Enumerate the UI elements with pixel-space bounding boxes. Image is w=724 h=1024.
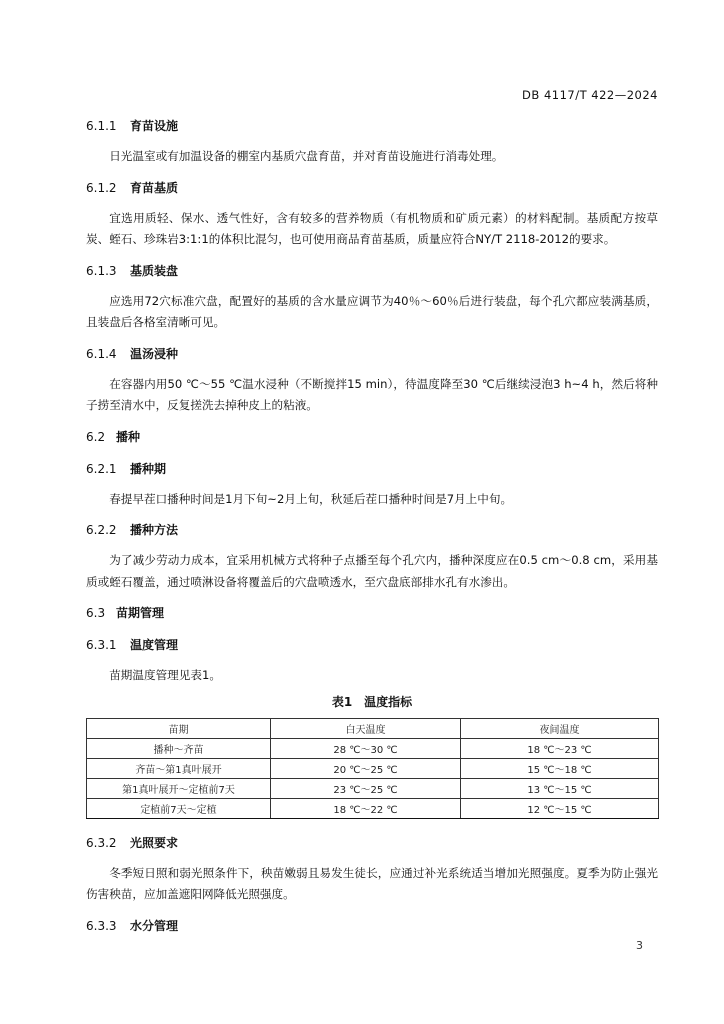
header-day-temp: 白天温度 bbox=[271, 718, 461, 738]
section-6-3-2-text: 冬季短日照和弱光照条件下，秧苗嫩弱且易发生徒长，应通过补光系统适当增加光照强度。夏季为防止强光伤害秧苗，应加盖遮阳网降低光照强度。 bbox=[86, 865, 658, 901]
section-title: 播种期 bbox=[130, 461, 167, 476]
section-6-1-2-text: 宜选用质轻、保水、透气性好，含有较多的营养物质（有机物质和矿质元素）的材料配制。基质配方按草炭、蛭石、珍珠岩3:1:1的体积比混匀，也可使用商品育苗基质，质量应符合NY/T 2118-2012的要求。 bbox=[86, 210, 658, 246]
table-header-row bbox=[87, 718, 659, 738]
section-6-1-3-heading bbox=[86, 263, 658, 279]
section-6-1-4-text: 在容器内用50 ℃～55 ℃温水浸种（不断搅拌15 min），待温度降至30 ℃后继续浸泡3 h~4 h，然后将种子捞至清水中，反复搓洗去掉种皮上的粘液。 bbox=[86, 376, 658, 412]
section-number: 6.1.2 bbox=[86, 180, 117, 195]
table-cell: 第1真叶展开～定植前7天 bbox=[87, 778, 271, 798]
table-row bbox=[87, 758, 659, 778]
section-number: 6.3.2 bbox=[86, 835, 117, 850]
section-number: 6.2.1 bbox=[86, 461, 117, 476]
page-number: 3 bbox=[636, 939, 643, 952]
section-number: 6.2.2 bbox=[86, 523, 117, 537]
section-6-1-4-heading bbox=[86, 346, 658, 362]
section-6-2-2-text: 为了减少劳动力成本，宜采用机械方式将种子点播至每个孔穴内，播种深度应在0.5 cm～0.8 cm，采用基质或蛭石覆盖，通过喷淋设备将覆盖后的穴盘喷透水，至穴盘底部排水孔有水渗出。 bbox=[86, 553, 658, 589]
section-number: 6.1.4 bbox=[86, 346, 117, 361]
section-6-3-1-heading bbox=[86, 637, 658, 653]
section-6-3-heading bbox=[86, 605, 658, 621]
table-cell: 28 ℃～30 ℃ bbox=[271, 738, 461, 758]
table-cell: 23 ℃～25 ℃ bbox=[271, 778, 461, 798]
section-title: 育苗设施 bbox=[130, 119, 179, 133]
section-6-2-1-text: 春提早茬口播种时间是1月下旬~2月上旬，秋延后茬口播种时间是7月上中旬。 bbox=[109, 491, 513, 506]
temperature-table bbox=[86, 718, 659, 819]
section-number: 6.1.3 bbox=[86, 263, 117, 278]
section-title: 基质装盘 bbox=[130, 263, 179, 278]
section-6-3-2-heading bbox=[86, 835, 658, 851]
section-6-2-1-heading bbox=[86, 461, 658, 477]
section-title: 水分管理 bbox=[130, 918, 179, 933]
section-title: 温汤浸种 bbox=[130, 346, 179, 361]
section-title: 育苗基质 bbox=[130, 180, 179, 195]
section-6-1-3-text: 应选用72穴标准穴盘，配置好的基质的含水量应调节为40％～60％后进行装盘，每个孔穴都应装满基质，且装盘后各格室清晰可见。 bbox=[86, 293, 658, 329]
table-cell: 20 ℃～25 ℃ bbox=[271, 758, 461, 778]
section-6-1-2-heading bbox=[86, 180, 658, 196]
section-6-2-2-heading bbox=[86, 522, 658, 538]
section-title: 光照要求 bbox=[130, 835, 179, 850]
section-6-1-1-text: 日光温室或有加温设备的棚室内基质穴盘育苗，并对育苗设施进行消毒处理。 bbox=[109, 149, 504, 163]
section-number: 6.3 bbox=[86, 606, 106, 620]
section-title: 温度管理 bbox=[130, 638, 179, 652]
table-cell: 播种～齐苗 bbox=[87, 738, 271, 758]
header-night-temp: 夜间温度 bbox=[461, 718, 659, 738]
standard-id: DB 4117/T 422—2024 bbox=[522, 88, 658, 102]
section-number: 6.3.3 bbox=[86, 918, 117, 933]
table-row bbox=[87, 798, 659, 818]
section-6-3-1-text: 苗期温度管理见表1。 bbox=[109, 668, 221, 682]
header-stage: 苗期 bbox=[87, 718, 271, 738]
section-title: 苗期管理 bbox=[116, 606, 165, 620]
table-cell: 15 ℃～18 ℃ bbox=[461, 758, 659, 778]
table-cell: 18 ℃～23 ℃ bbox=[461, 738, 659, 758]
section-6-2-heading bbox=[86, 429, 658, 445]
table-cell: 13 ℃～15 ℃ bbox=[461, 778, 659, 798]
section-number: 6.2 bbox=[86, 429, 106, 444]
section-6-1-1-heading bbox=[86, 118, 658, 134]
table-row bbox=[87, 778, 659, 798]
table-row bbox=[87, 738, 659, 758]
section-title: 播种 bbox=[116, 429, 141, 444]
table-cell: 12 ℃～15 ℃ bbox=[461, 798, 659, 818]
section-number: 6.1.1 bbox=[86, 119, 117, 133]
section-6-3-3-heading bbox=[86, 918, 658, 934]
table-cell: 齐苗～第1真叶展开 bbox=[87, 758, 271, 778]
table-caption: 表1 温度指标 bbox=[331, 694, 413, 709]
section-number: 6.3.1 bbox=[86, 638, 117, 652]
section-title: 播种方法 bbox=[130, 523, 179, 537]
table-cell: 18 ℃～22 ℃ bbox=[271, 798, 461, 818]
table-cell: 定植前7天～定植 bbox=[87, 798, 271, 818]
document-body bbox=[86, 118, 658, 934]
